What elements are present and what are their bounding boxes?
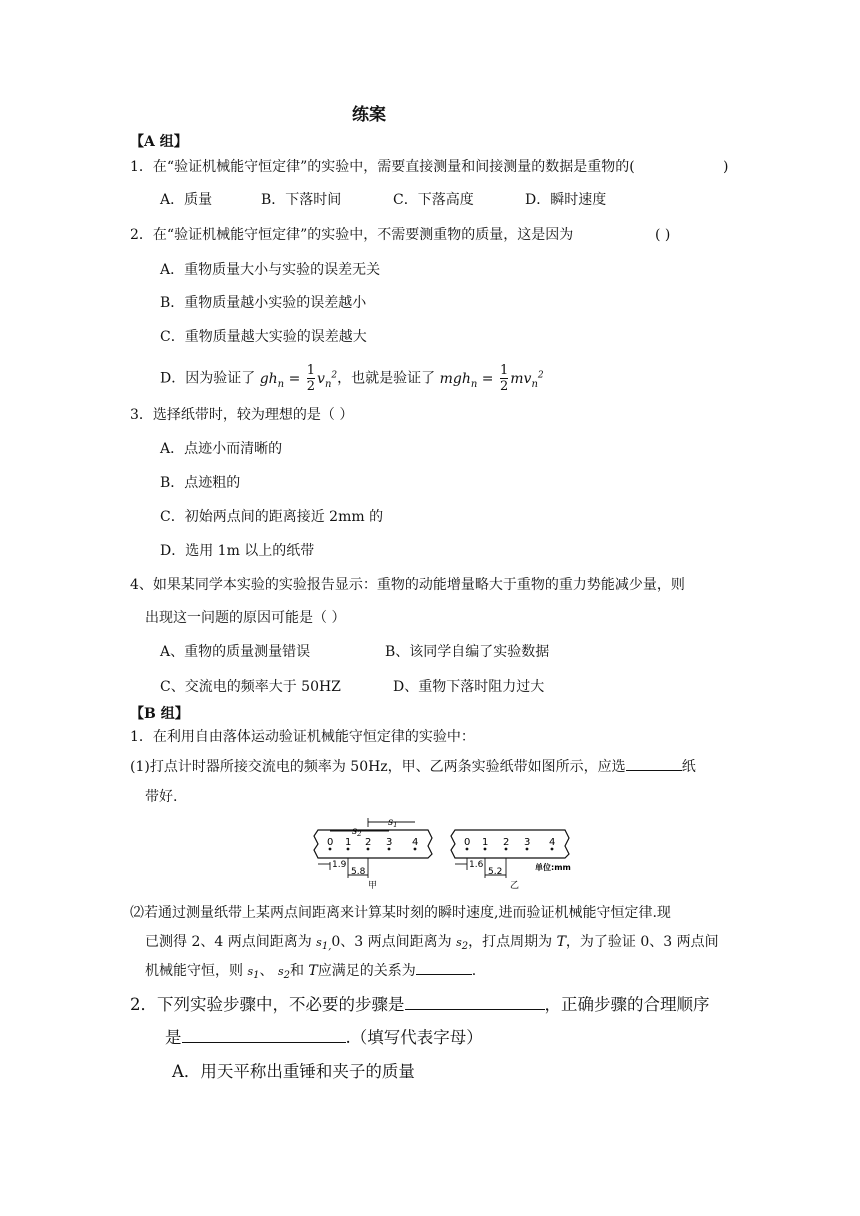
formula-gh: $gh_n$ = $\frac{1}{2}$ $v_n^2$ [259, 363, 338, 395]
q3-option-a: A．点迹小而清晰的 [160, 441, 283, 457]
tape-a-num-2: 2 [365, 837, 372, 848]
q2-option-c: C．重物质量越大实验的误差越大 [160, 329, 367, 345]
q2b-option-a: A．用天平称出重锤和夹子的质量 [172, 1062, 415, 1081]
question-a1 [130, 158, 635, 176]
group-a-header: 【A 组】 [130, 134, 188, 150]
answer-blank-2 [416, 974, 472, 975]
tape-b [451, 830, 571, 890]
q4-option-b: B、该同学自编了实验数据 [385, 644, 550, 660]
question-b2-line2 [165, 1027, 483, 1049]
tape-a-distance-01: 1.9 [332, 860, 347, 870]
q1-option-c: C．下落高度 [393, 192, 474, 208]
group-b-header: 【B 组】 [130, 706, 189, 722]
p2-line3-e: . [471, 963, 477, 979]
symbol-s2: $s_2$ [456, 936, 469, 953]
question-a1-paren: ) [723, 159, 729, 175]
tape-a-num-0: 0 [327, 837, 334, 848]
question-a2: 2．在“验证机械能守恒定律”的实验中，不需要测重物的质量，这是因为 [130, 227, 574, 243]
question-b1-intro: 1．在利用自由落体运动验证机械能守恒定律的实验中： [130, 729, 475, 745]
question-a3: 3．选择纸带时，较为理想的是（ ） [130, 407, 354, 423]
symbol-s1: $s_{1,}$ [316, 936, 332, 953]
question-b1-part1-line2: 带好. [145, 789, 178, 805]
q1-option-b: B．下落时间 [261, 192, 342, 208]
question-a2-paren: ( ) [655, 227, 671, 243]
p2-line3-b: 、 [259, 963, 274, 979]
tape-a-num-3: 3 [386, 837, 393, 848]
q2-option-a: A．重物质量大小与实验的误差无关 [160, 262, 381, 278]
paper-tape-figure [310, 818, 585, 890]
tape-a [314, 818, 432, 890]
p2-line2-a: 已测得 2、4 两点间距离为 [145, 934, 312, 950]
q4-option-c: C、交流电的频率大于 50HZ [160, 679, 341, 695]
unit-label: 单位:mm [535, 863, 571, 872]
q4-option-d: D、重物下落时阻力过大 [393, 679, 545, 695]
fraction-half: $\frac{1}{2}$ [306, 363, 316, 395]
q3-option-b: B．点迹粗的 [160, 475, 241, 491]
q2-option-d [160, 357, 544, 402]
question-a4-line2: 出现这一问题的原因可能是（ ） [145, 610, 346, 626]
p2-line3-c: 和 [289, 963, 304, 979]
q4-option-a: A、重物的质量测量错误 [160, 644, 311, 660]
question-b2-line1 [130, 994, 710, 1016]
symbol-s2-b: $s_2$ [277, 965, 290, 982]
tape-b-num-2: 2 [503, 837, 510, 848]
tape-b-distance-12: 5.2 [488, 867, 503, 877]
question-b1-part1-text: (1)打点计时器所接交流电的频率为 50Hz，甲、乙两条实验纸带如图所示，应选 [130, 759, 626, 775]
question-b2-line1-a: 2．下列实验步骤中，不必要的步骤是 [130, 995, 405, 1014]
tape-b-distance-01: 1.6 [469, 860, 484, 870]
p2-line3-d: 应满足的关系为 [317, 963, 416, 979]
symbol-t: T [556, 934, 566, 950]
tape-b-num-3: 3 [524, 837, 531, 848]
tape-a-distance-12: 5.8 [351, 867, 366, 877]
tape-b-label: 乙 [510, 881, 520, 890]
q3-option-d: D．选用 1m 以上的纸带 [160, 543, 315, 559]
tape-b-num-4: 4 [549, 837, 556, 848]
tape-a-label: 甲 [368, 881, 378, 890]
page-title: 练案 [352, 105, 386, 125]
p2-line2-d: ，为了验证 0、3 两点间 [565, 934, 719, 950]
q2-option-d-mid: ，也就是验证了 [337, 370, 436, 387]
question-b2-line2-a: 是 [165, 1028, 182, 1047]
answer-blank-3 [405, 1009, 545, 1010]
q1-option-a: A．质量 [160, 192, 213, 208]
fraction-half-2: $\frac{1}{2}$ [499, 363, 509, 395]
question-b1-part2-line2 [145, 933, 719, 956]
question-b1-part1 [130, 758, 696, 776]
q1-option-d: D．瞬时速度 [525, 192, 607, 208]
symbol-t-b: T [308, 963, 318, 979]
tape-a-num-1: 1 [345, 837, 352, 848]
formula-mgh: mgh$_n$ = $\frac{1}{2}$ $mv_n^2$ [439, 363, 544, 395]
q2-option-d-prefix: D．因为验证了 [160, 370, 256, 387]
answer-blank-4 [182, 1042, 346, 1043]
p2-line2-b: 0、3 两点间距离为 [331, 934, 452, 950]
question-a4-line1: 4、如果某同学本实验的实验报告显示：重物的动能增量略大于重物的重力势能减少量，则 [130, 577, 685, 593]
tape-b-num-1: 1 [482, 837, 489, 848]
answer-blank-1 [626, 770, 682, 771]
q3-option-c: C．初始两点间的距离接近 2mm 的 [160, 509, 384, 525]
question-b1-part2-line3 [145, 962, 476, 985]
q2-option-b: B．重物质量越小实验的误差越小 [160, 295, 367, 311]
symbol-s1-b: $s_1$ [247, 965, 260, 982]
tape-a-num-4: 4 [412, 837, 419, 848]
label-s1: $s_1$ [388, 818, 398, 829]
tape-b-num-0: 0 [464, 837, 471, 848]
p2-line2-c: ，打点周期为 [468, 934, 553, 950]
p2-line3-a: 机械能守恒，则 [145, 963, 243, 979]
question-b1-part1-tail: 纸 [681, 759, 696, 775]
label-s2: $s_2$ [352, 826, 362, 838]
question-b2-line2-b: .（填写代表字母） [345, 1028, 483, 1047]
question-b1-part2-line1: ⑵若通过测量纸带上某两点间距离来计算某时刻的瞬时速度,进而验证机械能守恒定律.现 [130, 905, 671, 921]
question-a1-text: 1．在“验证机械能守恒定律”的实验中，需要直接测量和间接测量的数据是重物的( [130, 159, 635, 175]
question-b2-line1-b: ，正确步骤的合理顺序 [544, 995, 710, 1014]
